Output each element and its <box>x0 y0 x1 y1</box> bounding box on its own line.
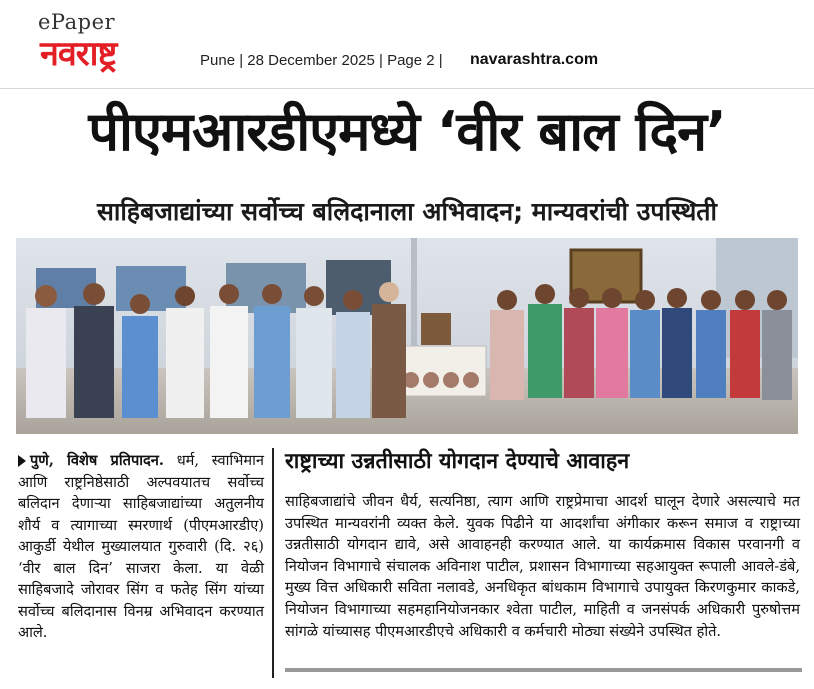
article-headline: पीएमआरडीएमध्ये ‘वीर बाल दिन’ <box>88 100 726 163</box>
masthead <box>0 0 814 86</box>
epaper-label: ePaper <box>38 10 116 34</box>
column-divider <box>272 448 274 678</box>
dateline: पुणे, विशेष प्रतिपादन. <box>30 452 164 469</box>
left-column-body: धर्म, स्वाभिमान आणि राष्ट्रनिष्ठेसाठी अल्पवयातच सर्वोच्च बलिदान देणाऱ्या साहिबजाद्यांच्या अतुलनीय शौर्य व त्यागाच्या स्मरणार्थ (पीएमआरडीए) आकुर्डी येथील मुख्यालयात गुरुवारी (दि. २६) ‘वीर बाल दिन’ साजरा केला. या वेळी साहिबजादे जोरावर सिंग व फतेह सिंग यांच्या सर्वोच्च बलिदानास विनम्र अभिवादन करण्यात आले. <box>18 452 265 641</box>
site-link[interactable]: navarashtra.com <box>470 51 599 68</box>
right-column-heading: राष्ट्राच्या उन्नतीसाठी योगदान देण्याचे आवाहन <box>285 449 630 474</box>
left-column-text <box>18 450 264 644</box>
navarashtra-logo[interactable]: नवराष्ट्र <box>40 34 117 74</box>
group-photo <box>16 238 798 434</box>
group-photo-image <box>16 238 798 434</box>
header-divider <box>0 88 814 89</box>
article-subheadline: साहिबजाद्यांच्या सर्वोच्च बलिदानाला अभिवादन; मान्यवरांची उपस्थिती <box>96 197 718 226</box>
edition-info: Pune | 28 December 2025 | Page 2 | <box>200 52 443 69</box>
right-column-bottom-rule <box>285 668 802 672</box>
bullet-triangle-icon <box>18 455 26 467</box>
right-column-body: साहिबजाद्यांचे जीवन धैर्य, सत्यनिष्ठा, त्याग आणि राष्ट्रप्रेमाचा आदर्श घालून देणारे असल्याचे मत उपस्थित मान्यवरांनी व्यक्त केले. युवक पिढीने या आदर्शांचा अंगीकार करून समाज व राष्ट्राच्या उन्नतीसाठी योगदान द्यावे, असे आवाहनही करण्यात आले. या कार्यक्रमास विकास परवानगी व नियोजन विभागाचे संचालक अविनाश पाटील, प्रशासन विभागाच्या सहआयुक्त रूपाली आवले-डंबे, मुख्य वित्त अधिकारी सविता नलावडे, अनधिकृत बांधकाम विभागाचे उपायुक्त किरणकुमार काकडे, नियोजन विभागाच्या सहमहानियोजनकार श्वेता पाटील, माहिती व जनसंपर्क अधिकारी पुरुषोत्तम सांगळे यांच्यासह पीएमआरडीएचे अधिकारी व कर्मचारी मोठ्या संख्येने उपस्थित होते. <box>285 493 800 640</box>
